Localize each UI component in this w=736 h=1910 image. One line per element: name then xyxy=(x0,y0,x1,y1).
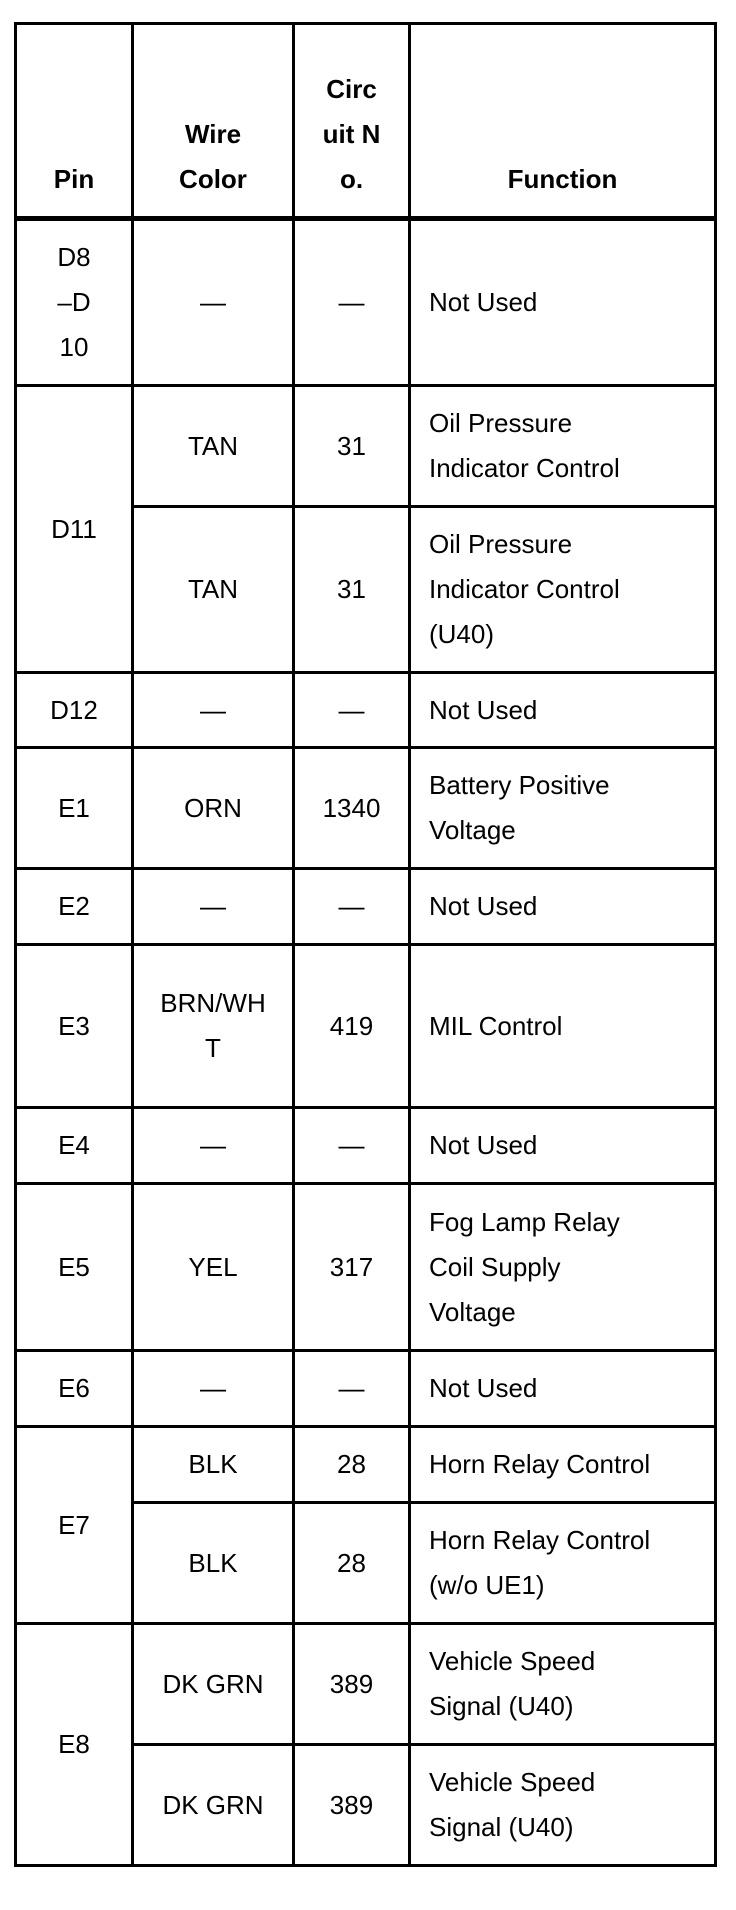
circuit-cell: — xyxy=(294,869,410,945)
pin-cell: E7 xyxy=(16,1427,133,1624)
circuit-no-column-header: Circuit No. xyxy=(294,24,410,219)
table-row xyxy=(16,386,716,507)
function-cell: Horn Relay Control xyxy=(410,1427,716,1503)
wire-color-cell: ORN xyxy=(133,748,294,869)
circuit-cell: 31 xyxy=(294,386,410,507)
table-header-row xyxy=(16,24,716,219)
circuit-cell: 28 xyxy=(294,1503,410,1624)
wire-color-cell: — xyxy=(133,869,294,945)
pin-cell: E4 xyxy=(16,1108,133,1184)
circuit-cell: — xyxy=(294,219,410,386)
wire-color-cell: BLK xyxy=(133,1503,294,1624)
wire-color-cell: DK GRN xyxy=(133,1624,294,1745)
pin-cell: D8–D10 xyxy=(16,219,133,386)
circuit-cell: — xyxy=(294,1351,410,1427)
pin-cell: E2 xyxy=(16,869,133,945)
function-cell: Horn Relay Control (w/o UE1) xyxy=(410,1503,716,1624)
circuit-cell: 28 xyxy=(294,1427,410,1503)
table-row xyxy=(16,1427,716,1503)
circuit-cell: 389 xyxy=(294,1624,410,1745)
circuit-cell: 317 xyxy=(294,1184,410,1351)
function-cell: MIL Control xyxy=(410,945,716,1108)
function-cell: Vehicle Speed Signal (U40) xyxy=(410,1745,716,1866)
function-cell: Not Used xyxy=(410,1351,716,1427)
connector-pinout-table xyxy=(14,22,717,1867)
table-row xyxy=(16,1351,716,1427)
table-row xyxy=(16,219,716,386)
pin-cell: E8 xyxy=(16,1624,133,1866)
pin-cell: E5 xyxy=(16,1184,133,1351)
wire-color-cell: DK GRN xyxy=(133,1745,294,1866)
wire-color-cell: YEL xyxy=(133,1184,294,1351)
circuit-cell: — xyxy=(294,673,410,748)
table-row xyxy=(16,1624,716,1745)
wire-color-cell: — xyxy=(133,1108,294,1184)
wire-color-column-header: Wire Color xyxy=(133,24,294,219)
table-row xyxy=(16,945,716,1108)
table-row xyxy=(16,1108,716,1184)
function-cell: Not Used xyxy=(410,219,716,386)
function-cell: Vehicle Speed Signal (U40) xyxy=(410,1624,716,1745)
wire-color-cell: TAN xyxy=(133,507,294,673)
function-cell: Battery Positive Voltage xyxy=(410,748,716,869)
wire-color-cell: TAN xyxy=(133,386,294,507)
function-cell: Not Used xyxy=(410,1108,716,1184)
pin-column-header: Pin xyxy=(16,24,133,219)
table-row xyxy=(16,673,716,748)
function-cell: Oil Pressure Indicator Control (U40) xyxy=(410,507,716,673)
function-cell: Not Used xyxy=(410,869,716,945)
wire-color-cell: — xyxy=(133,1351,294,1427)
pin-cell: E3 xyxy=(16,945,133,1108)
wire-color-cell: — xyxy=(133,219,294,386)
circuit-cell: 1340 xyxy=(294,748,410,869)
circuit-cell: 419 xyxy=(294,945,410,1108)
wire-color-cell: BLK xyxy=(133,1427,294,1503)
pin-cell: E6 xyxy=(16,1351,133,1427)
circuit-cell: 389 xyxy=(294,1745,410,1866)
circuit-cell: 31 xyxy=(294,507,410,673)
function-cell: Oil Pressure Indicator Control xyxy=(410,386,716,507)
table-row xyxy=(16,748,716,869)
pin-cell: E1 xyxy=(16,748,133,869)
wire-color-cell: — xyxy=(133,673,294,748)
pin-cell: D11 xyxy=(16,386,133,673)
function-cell: Not Used xyxy=(410,673,716,748)
function-column-header: Function xyxy=(410,24,716,219)
table-row xyxy=(16,1184,716,1351)
function-cell: Fog Lamp Relay Coil Supply Voltage xyxy=(410,1184,716,1351)
wire-color-cell: BRN/WHT xyxy=(133,945,294,1108)
circuit-cell: — xyxy=(294,1108,410,1184)
table-row xyxy=(16,869,716,945)
pin-cell: D12 xyxy=(16,673,133,748)
